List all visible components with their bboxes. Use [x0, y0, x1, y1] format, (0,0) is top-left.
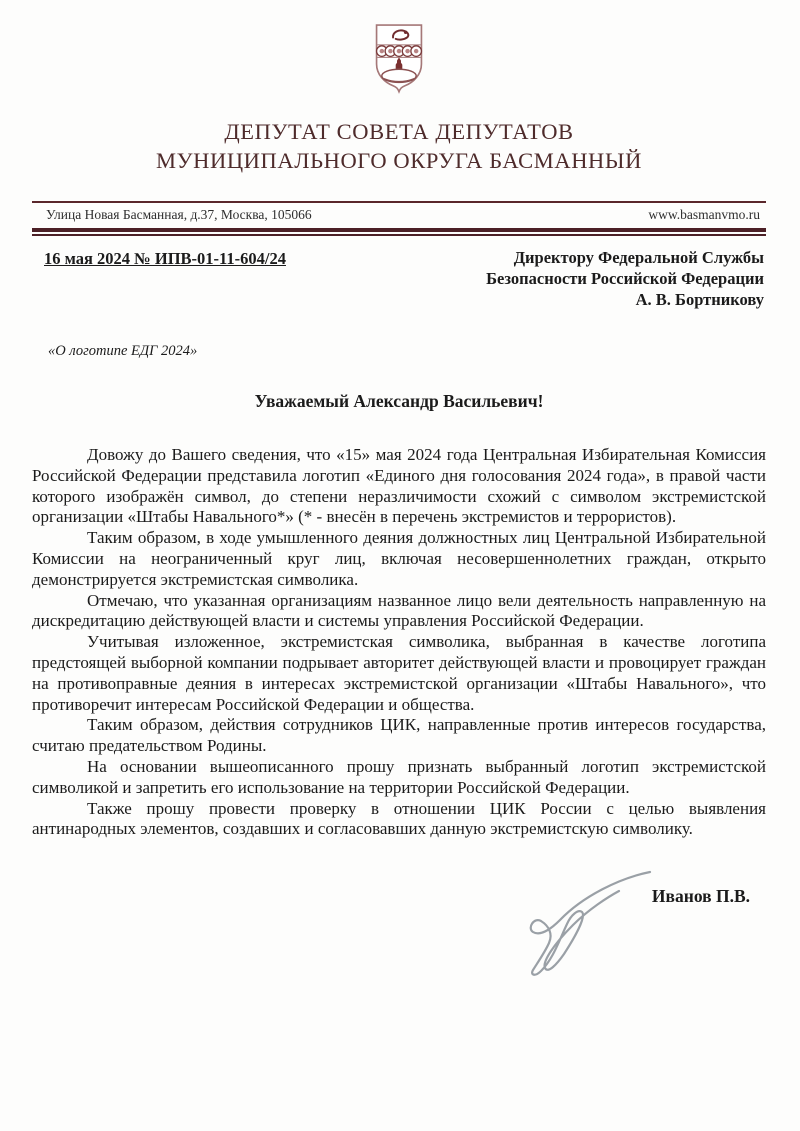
signature-block	[32, 864, 766, 1044]
salutation: Уважаемый Александр Васильевич!	[254, 391, 544, 411]
basmanny-district-crest-icon	[366, 14, 432, 106]
recipient-line3: А. В. Бортникову	[635, 290, 764, 309]
org-title-line2: МУНИЦИПАЛЬНОГО ОКРУГА БАСМАННЫЙ	[156, 148, 642, 173]
letterhead-divider	[32, 228, 766, 236]
org-address: Улица Новая Басманная, д.37, Москва, 105066	[46, 207, 312, 222]
paragraph: Также прошу провести проверку в отношении ЦИК России с целью выявления антинародных элементов, создавших и согласовавших данную экстремистскую символику.	[32, 798, 766, 839]
org-website: www.basmanvmo.ru	[648, 207, 760, 222]
letter-subject: «О логотипе ЕДГ 2024»	[48, 343, 198, 359]
handwritten-signature-icon	[505, 864, 655, 984]
paragraph: Отмечаю, что указанная организациям названное лицо вели деятельность направленную на дискредитацию действующей власти и системы управления Российской Федерации.	[32, 590, 766, 631]
paragraph: Довожу до Вашего сведения, что «15» мая 2024 года Центральная Избирательная Комиссия Российской Федерации представила логотип «Единого дня голосования 2024 года», в правой части которого изображён символ, до степени неразличимости схожий с символом экстремистской организации «Штабы Навального*» (* - внесён в перечень экстремистов и террористов).	[32, 445, 766, 527]
letterhead-info-bar	[32, 201, 766, 228]
paragraph: Таким образом, действия сотрудников ЦИК, направленные против интересов государства, считаю предательством Родины.	[32, 715, 766, 756]
org-title-line1: ДЕПУТАТ СОВЕТА ДЕПУТАТОВ	[224, 119, 574, 144]
paragraph: Таким образом, в ходе умышленного деяния должностных лиц Центральной Избирательной Комиссии на неограниченный круг лиц, включая несовершеннолетних граждан, открыто демонстрируется экстремистская символика.	[32, 528, 766, 589]
signatory-name: Иванов П.В.	[651, 886, 750, 907]
recipient-line1: Директору Федеральной Службы	[513, 248, 764, 267]
paragraph: Учитывая изложенное, экстремистская символика, выбранная в качестве логотипа предстоящей выборной компании подрывает авторитет действующей власти и провоцирует граждан на противоправные деяния в интересах экстремистской организации «Штабы Навального», что противоречит интересам Российской Федерации и общества.	[32, 632, 766, 714]
letter-date-number: 16 мая 2024 № ИПВ-01-11-604/24	[44, 249, 286, 268]
letter-body	[32, 445, 766, 840]
paragraph: На основании вышеописанного прошу признать выбранный логотип экстремистской символикой и запретить его использование на территории Российской Федерации.	[32, 756, 766, 797]
reference-row	[32, 247, 766, 310]
recipient-line2: Безопасности Российской Федерации	[486, 269, 764, 288]
letterhead	[32, 14, 766, 111]
recipient-block	[486, 247, 766, 310]
